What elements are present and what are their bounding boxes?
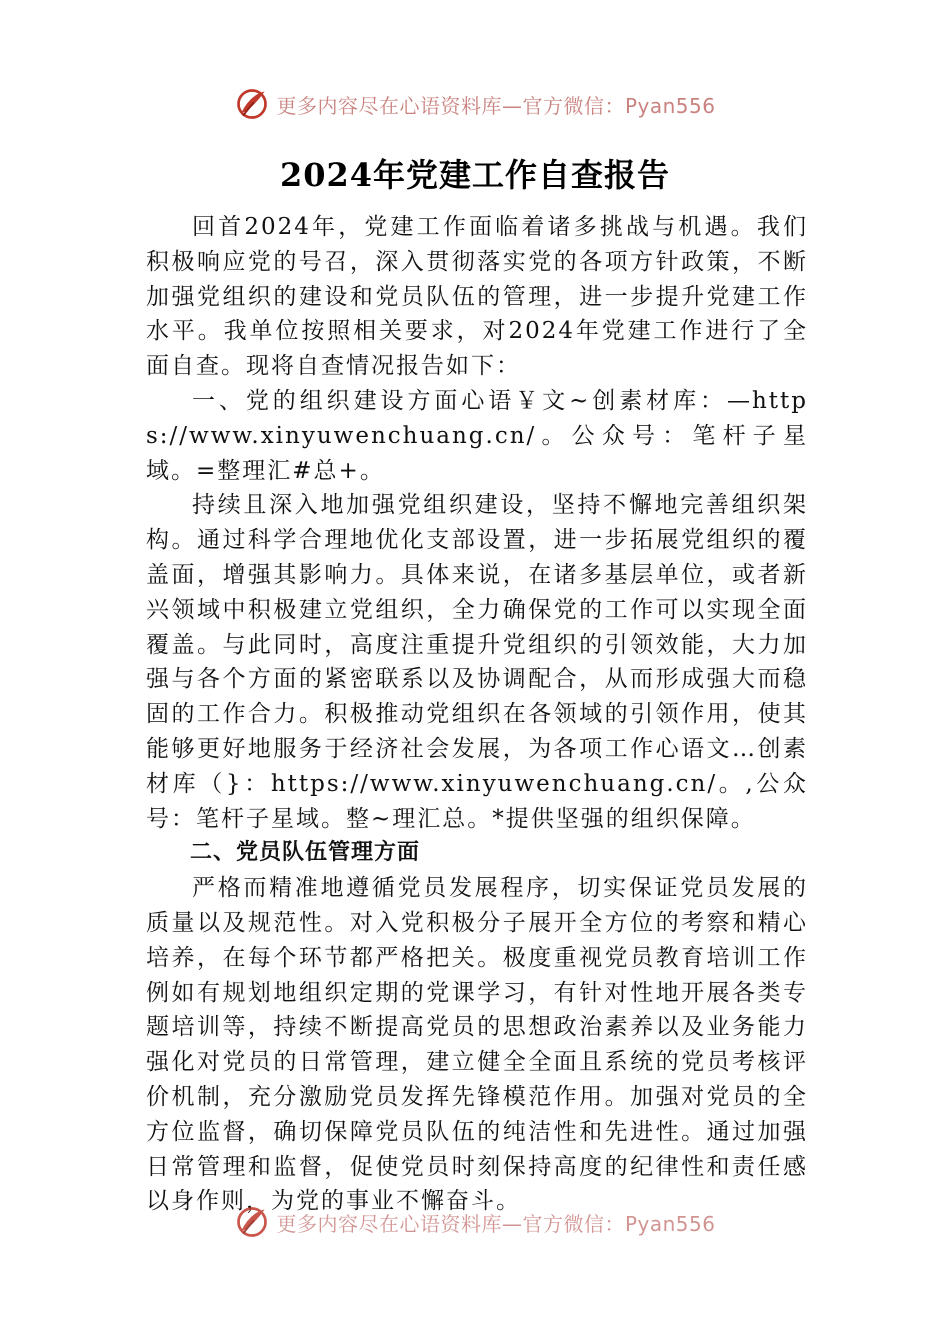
bottom-watermark-banner — [0, 1202, 950, 1242]
quill-logo-icon — [234, 86, 270, 122]
document-title: 2024年党建工作自查报告 — [279, 156, 671, 194]
section-two-heading: 二、党员队伍管理方面 — [190, 840, 421, 866]
top-watermark-banner — [0, 84, 950, 124]
section-one-paragraph: 持续且深入地加强党组织建设，坚持不懈地完善组织架构。通过科学合理地优化支部设置，进一步拓展党组织的覆盖面，增强其影响力。具体来说，在诸多基层单位，或者新兴领域中积极建立党组织，全力确保党的工作可以实现全面覆盖。与此同时，高度注重提升党组织的引领效能，大力加强与各个方面的紧密联系以及协调配合，从而形成强大而稳固的工作合力。积极推动党组织在各领域的引领作用，使其能够更好地服务于经济社会发展，为各项工作心语文…创素材库（}：https://www.xinyuwenchuang.cn/。,公众号：笔杆子星域。整~理汇总。*提供坚强的组织保障。 — [146, 492, 808, 832]
watermark-text: 更多内容尽在心语资料库—官方微信：Pyan556 — [276, 1211, 716, 1236]
section-one-heading: 一、党的组织建设方面心语￥文~创素材库：—https://www.xinyuwenchuang.cn/。公众号：笔杆子星域。=整理汇#总+。 — [146, 387, 808, 484]
watermark-text: 更多内容尽在心语资料库—官方微信：Pyan556 — [276, 93, 716, 118]
quill-logo-icon — [234, 1204, 270, 1240]
intro-paragraph: 回首2024年，党建工作面临着诸多挑战与机遇。我们积极响应党的号召，深入贯彻落实党的各项方针政策，不断加强党组织的建设和党员队伍的管理，进一步提升党建工作水平。我单位按照相关要求，对2024年党建工作进行了全面自查。现将自查情况报告如下： — [146, 214, 808, 380]
document-body — [146, 210, 808, 1219]
section-two-paragraph: 严格而精准地遵循党员发展程序，切实保证党员发展的质量以及规范性。对入党积极分子展开全方位的考察和精心培养，在每个环节都严格把关。极度重视党员教育培训工作例如有规划地组织定期的党课学习，有针对性地开展各类专题培训等，持续不断提高党员的思想政治素养以及业务能力强化对党员的日常管理，建立健全全面且系统的党员考核评价机制，充分激励党员发挥先锋模范作用。加强对党员的全方位监督，确切保障党员队伍的纯洁性和先进性。通过加强日常管理和监督，促使党员时刻保持高度的纪律性和责任感以身作则，为党的事业不懈奋斗。 — [146, 875, 808, 1215]
